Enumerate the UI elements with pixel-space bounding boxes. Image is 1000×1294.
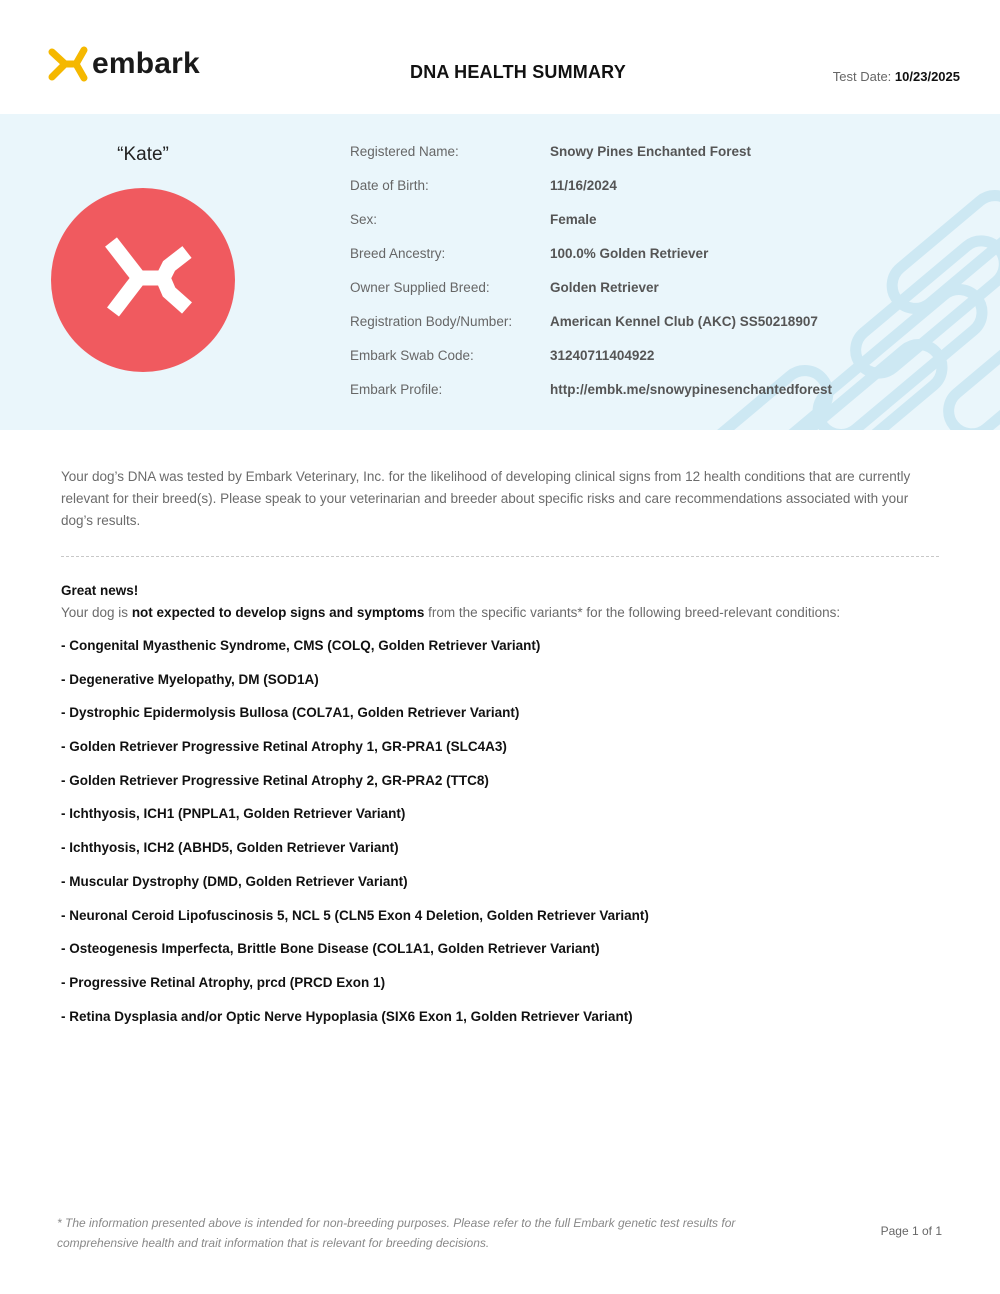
detail-label: Registered Name: (350, 144, 459, 159)
footnote: * The information presented above is intended for non-breeding purposes. Please refer to the full Embark genetic test results for comprehensive health and trait information that is relevant for breeding decisions. (57, 1216, 736, 1250)
embark-logo (46, 44, 200, 84)
detail-value: 31240711404922 (550, 348, 655, 363)
detail-label: Breed Ancestry: (350, 246, 446, 261)
detail-value: Female (550, 212, 597, 227)
condition-item: - Neuronal Ceroid Lipofuscinosis 5, NCL 5 (CLN5 Exon 4 Deletion, Golden Retriever Variant) (61, 907, 649, 923)
detail-label: Sex: (350, 212, 378, 227)
detail-value: Snowy Pines Enchanted Forest (550, 144, 752, 159)
embark-profile-link[interactable]: http://embk.me/snowypinesenchantedforest (550, 382, 833, 397)
test-date-value: 10/23/2025 (894, 69, 960, 84)
results-lead (61, 605, 840, 620)
embark-logo-icon (46, 44, 90, 84)
logo-wordmark: embark (92, 47, 200, 80)
condition-item: - Congenital Myasthenic Syndrome, CMS (COLQ, Golden Retriever Variant) (61, 638, 541, 653)
detail-label: Embark Profile: (350, 382, 443, 397)
condition-item: - Ichthyosis, ICH2 (ABHD5, Golden Retriever Variant) (61, 840, 399, 856)
detail-label: Embark Swab Code: (350, 348, 474, 363)
lead-suffix: from the specific variants* for the following breed-relevant conditions: (424, 605, 841, 620)
detail-value: American Kennel Club (AKC) SS50218907 (550, 314, 818, 329)
page-number: Page 1 of 1 (880, 1224, 942, 1238)
condition-item: - Osteogenesis Imperfecta, Brittle Bone Disease (COL1A1, Golden Retriever Variant) (61, 941, 600, 957)
document-title: DNA HEALTH SUMMARY (410, 62, 626, 82)
condition-item: - Dystrophic Epidermolysis Bullosa (COL7A1, Golden Retriever Variant) (61, 705, 520, 721)
dog-call-name: “Kate” (117, 144, 169, 165)
condition-item: - Muscular Dystrophy (DMD, Golden Retriever Variant) (61, 873, 408, 889)
intro-paragraph: Your dog’s DNA was tested by Embark Veterinary, Inc. for the likelihood of developing clinical signs from 12 health conditions that are currently relevant for their breed(s). Please speak to your veterinarian and breeder about specific risks and care recommendations associated with your dog’s results. (61, 469, 911, 528)
results-heading: Great news! (61, 583, 139, 598)
condition-item: - Progressive Retinal Atrophy, prcd (PRCD Exon 1) (61, 974, 386, 990)
detail-label: Owner Supplied Breed: (350, 280, 490, 295)
detail-value: Golden Retriever (550, 280, 659, 295)
embark-mark-icon (51, 188, 235, 372)
detail-label: Date of Birth: (350, 178, 429, 193)
lead-emphasis: not expected to develop signs and symptoms (131, 605, 425, 620)
conditions-list (61, 638, 649, 1042)
dashed-divider (61, 556, 939, 557)
condition-item: - Degenerative Myelopathy, DM (SOD1A) (61, 671, 319, 687)
lead-prefix: Your dog is (61, 605, 132, 620)
detail-value: 100.0% Golden Retriever (550, 246, 709, 261)
detail-value: 11/16/2024 (550, 178, 617, 193)
detail-label: Registration Body/Number: (350, 314, 513, 329)
page-header (0, 0, 1000, 114)
condition-item: - Golden Retriever Progressive Retinal Atrophy 2, GR-PRA2 (TTC8) (61, 772, 489, 788)
condition-item: - Golden Retriever Progressive Retinal Atrophy 1, GR-PRA1 (SLC4A3) (61, 739, 507, 755)
dog-avatar (51, 188, 235, 372)
dog-profile-band (0, 114, 1000, 430)
test-date-label: Test Date: (832, 69, 892, 84)
test-date (833, 69, 960, 84)
condition-item: - Ichthyosis, ICH1 (PNPLA1, Golden Retriever Variant) (61, 806, 406, 822)
condition-item: - Retina Dysplasia and/or Optic Nerve Hypoplasia (SIX6 Exon 1, Golden Retriever Variant) (61, 1008, 633, 1024)
